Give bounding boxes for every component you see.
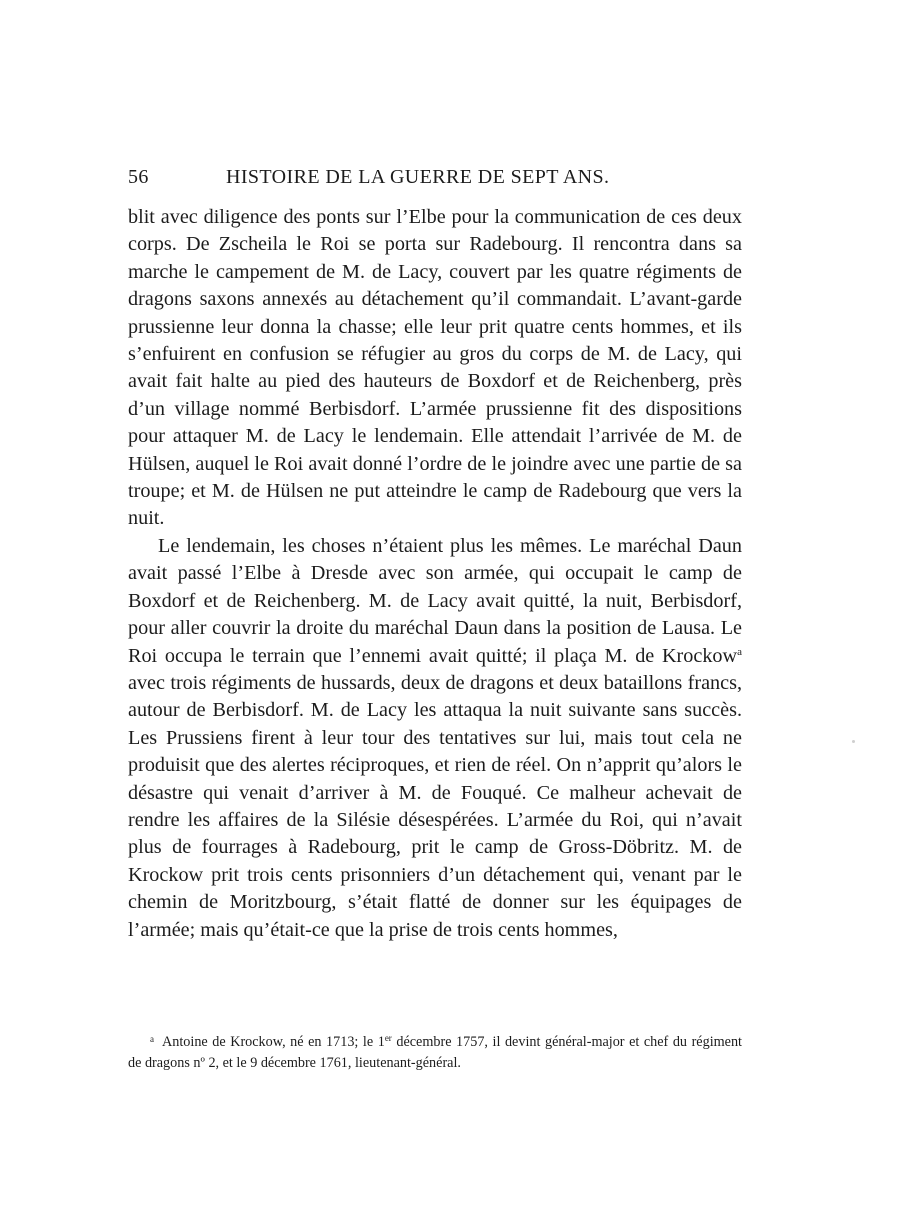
page-content (128, 166, 742, 944)
running-title: HISTOIRE DE LA GUERRE DE SEPT ANS. (226, 166, 610, 188)
footnote-mark: a (150, 1034, 154, 1044)
paragraph-2-part-1: Le lendemain, les choses n’étaient plus les mêmes. Le maréchal Daun avait passé l’Elbe à Dresde avec son armée, qui occupait le camp de Boxdorf et de Reichenberg. M. de Lacy avait quitté, la nuit, Berbisdorf, pour aller couvrir la droite du maréchal Daun dans la position de Lausa. Le Roi occupa le terrain que l’ennemi avait quitté; il plaça M. de Krockow (128, 534, 742, 667)
paragraph-2-part-2: avec trois régiments de hussards, deux de dragons et deux bataillons francs, autour de Berbisdorf. M. de Lacy les attaqua la nuit suivante sans succès. Les Prussiens firent à leur tour des tentatives sur lui, mais tout cela ne produisit que des alertes réciproques, et rien de réel. On n’apprit qu’alors le désastre qui venait d’arriver à M. de Fouqué. Ce malheur achevait de rendre les affaires de la Silésie désespérées. L’armée du Roi, qui n’avait plus de fourrages à Radebourg, prit le camp de Gross-Döbritz. M. de Krockow prit trois cents prisonniers d’un détachement qui, venant par le chemin de Moritzbourg, s’était flatté de donner sur les équipages de l’armée; mais qu’était-ce que la prise de trois cents hommes, (128, 671, 742, 941)
footnote-text-part-2: décembre 1757, il devint général-major et chef du régiment de dragons nº 2, et le 9 décembre 1761, lieutenant-général. (128, 1034, 742, 1071)
running-head (128, 166, 742, 196)
body-text (128, 204, 742, 944)
page-number: 56 (128, 166, 149, 188)
paragraph-2 (128, 533, 742, 944)
footnote (128, 1032, 742, 1074)
paragraph-1: blit avec diligence des ponts sur l’Elbe pour la communication de ces deux corps. De Zscheila le Roi se porta sur Radebourg. Il rencontra dans sa marche le campement de M. de Lacy, couvert par les quatre régiments de dragons saxons annexés au détachement qu’il commandait. L’avant-garde prussienne leur donna la chasse; elle leur prit quatre cents hommes, et ils s’enfuirent en confusion se réfugier au gros du corps de M. de Lacy, qui avait fait halte au pied des hauteurs de Boxdorf et de Reichenberg, près d’un village nommé Berbisdorf. L’armée prussienne fit des dispositions pour attaquer M. de Lacy le lendemain. Elle attendait l’arrivée de M. de Hülsen, auquel le Roi avait donné l’ordre de le joindre avec une partie de sa troupe; et M. de Hülsen ne put atteindre le camp de Radebourg que vers la nuit. (128, 206, 742, 530)
footnote-paragraph (128, 1032, 742, 1074)
footnote-superscript: er (384, 1033, 392, 1043)
footnote-reference[interactable]: a (737, 645, 742, 658)
footnote-text-part-1: Antoine de Krockow, né en 1713; le 1 (162, 1034, 385, 1050)
paper-speck (852, 740, 855, 743)
